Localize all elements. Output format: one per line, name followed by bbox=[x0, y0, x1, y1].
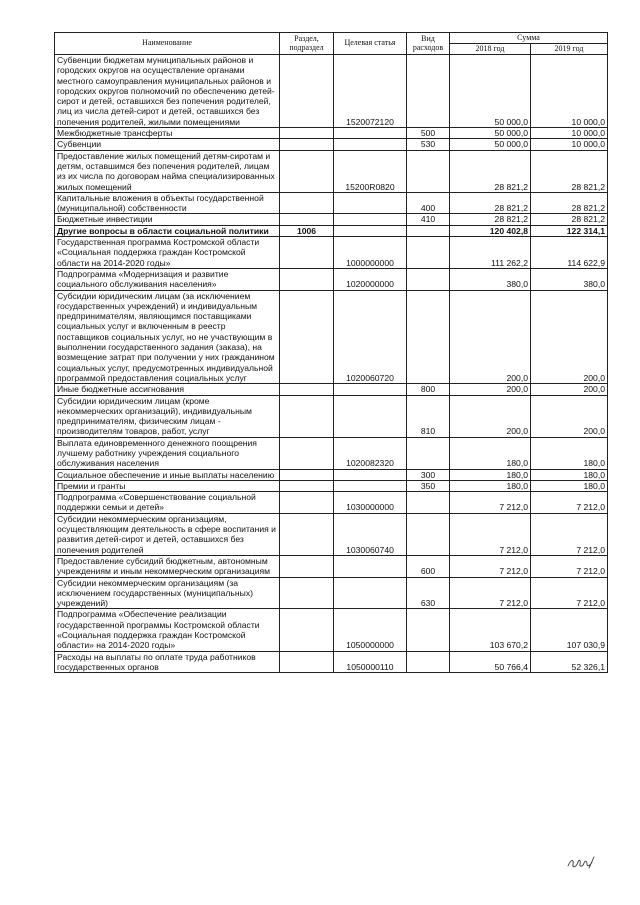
row-section bbox=[280, 150, 334, 192]
row-amount-2018: 50 766,4 bbox=[450, 651, 531, 673]
row-expense-type: 300 bbox=[407, 469, 450, 480]
row-name: Подпрограмма «Модернизация и развитие социального обслуживания населения» bbox=[55, 268, 280, 290]
table-row bbox=[55, 268, 608, 290]
row-section bbox=[280, 492, 334, 514]
table-body bbox=[55, 55, 608, 673]
row-amount-2019: 7 212,0 bbox=[531, 555, 608, 577]
table-header bbox=[55, 33, 608, 55]
header-name: Наименование bbox=[55, 33, 280, 55]
row-name: Социальное обеспечение и иные выплаты населению bbox=[55, 469, 280, 480]
row-expense-type: 410 bbox=[407, 214, 450, 225]
table-row bbox=[55, 128, 608, 139]
row-target-article: 1020060720 bbox=[334, 290, 407, 384]
header-section: Раздел, подраздел bbox=[280, 33, 334, 55]
row-expense-type: 350 bbox=[407, 480, 450, 491]
row-target-article bbox=[334, 225, 407, 236]
table-row bbox=[55, 384, 608, 395]
row-expense-type bbox=[407, 237, 450, 269]
row-amount-2018: 28 821,2 bbox=[450, 150, 531, 192]
row-expense-type bbox=[407, 150, 450, 192]
row-name: Субсидии некоммерческим организациям (за исключением государственных (муниципальных) учреждений) bbox=[55, 577, 280, 609]
row-section bbox=[280, 290, 334, 384]
row-section bbox=[280, 577, 334, 609]
table-row bbox=[55, 55, 608, 128]
row-target-article: 1050000110 bbox=[334, 651, 407, 673]
row-section bbox=[280, 437, 334, 469]
row-amount-2019: 180,0 bbox=[531, 437, 608, 469]
row-target-article bbox=[334, 384, 407, 395]
row-amount-2019: 122 314,1 bbox=[531, 225, 608, 236]
row-amount-2019: 180,0 bbox=[531, 469, 608, 480]
row-expense-type bbox=[407, 513, 450, 555]
row-target-article: 1020000000 bbox=[334, 268, 407, 290]
row-section bbox=[280, 395, 334, 437]
row-amount-2019: 7 212,0 bbox=[531, 492, 608, 514]
header-sum: Сумма bbox=[450, 33, 608, 44]
row-name: Межбюджетные трансферты bbox=[55, 128, 280, 139]
row-amount-2019: 52 326,1 bbox=[531, 651, 608, 673]
row-target-article: 1030060740 bbox=[334, 513, 407, 555]
row-target-article bbox=[334, 469, 407, 480]
row-expense-type bbox=[407, 609, 450, 651]
header-target: Целевая статья bbox=[334, 33, 407, 55]
row-target-article: 1050000000 bbox=[334, 609, 407, 651]
row-amount-2018: 7 212,0 bbox=[450, 492, 531, 514]
row-amount-2019: 10 000,0 bbox=[531, 55, 608, 128]
table-row bbox=[55, 577, 608, 609]
row-name: Субсидии некоммерческим организациям, осуществляющим деятельность в сфере воспитания и развития детей-сирот и детей, оставшихся без попечения родителей bbox=[55, 513, 280, 555]
row-name: Предоставление субсидий бюджетным, автономным учреждениям и иным некоммерческим организациям bbox=[55, 555, 280, 577]
row-amount-2018: 380,0 bbox=[450, 268, 531, 290]
table-row bbox=[55, 214, 608, 225]
row-section bbox=[280, 513, 334, 555]
table-row bbox=[55, 555, 608, 577]
header-year-2019: 2019 год bbox=[531, 44, 608, 55]
row-target-article: 1030000000 bbox=[334, 492, 407, 514]
row-expense-type bbox=[407, 651, 450, 673]
table-row bbox=[55, 237, 608, 269]
row-target-article bbox=[334, 480, 407, 491]
row-amount-2019: 200,0 bbox=[531, 395, 608, 437]
row-section bbox=[280, 214, 334, 225]
row-amount-2019: 200,0 bbox=[531, 384, 608, 395]
row-amount-2018: 28 821,2 bbox=[450, 214, 531, 225]
row-expense-type: 400 bbox=[407, 192, 450, 214]
table-row bbox=[55, 139, 608, 150]
row-section bbox=[280, 268, 334, 290]
row-target-article bbox=[334, 395, 407, 437]
row-amount-2018: 180,0 bbox=[450, 480, 531, 491]
row-name: Субсидии юридическим лицам (кроме некоммерческих организаций), индивидуальным предпринимателям, физическим лицам - производителям товаров, работ, услуг bbox=[55, 395, 280, 437]
table-row bbox=[55, 395, 608, 437]
row-amount-2019: 200,0 bbox=[531, 290, 608, 384]
row-expense-type: 630 bbox=[407, 577, 450, 609]
row-target-article: 1000000000 bbox=[334, 237, 407, 269]
table-row bbox=[55, 150, 608, 192]
table-row bbox=[55, 480, 608, 491]
row-amount-2018: 120 402,8 bbox=[450, 225, 531, 236]
table-row bbox=[55, 651, 608, 673]
row-expense-type: 530 bbox=[407, 139, 450, 150]
row-target-article bbox=[334, 577, 407, 609]
row-section bbox=[280, 609, 334, 651]
row-amount-2018: 103 670,2 bbox=[450, 609, 531, 651]
row-section bbox=[280, 384, 334, 395]
row-expense-type bbox=[407, 55, 450, 128]
row-expense-type bbox=[407, 268, 450, 290]
row-amount-2019: 10 000,0 bbox=[531, 139, 608, 150]
row-expense-type bbox=[407, 492, 450, 514]
row-section bbox=[280, 192, 334, 214]
row-amount-2019: 380,0 bbox=[531, 268, 608, 290]
row-amount-2019: 28 821,2 bbox=[531, 214, 608, 225]
row-name: Выплата единовременного денежного поощрения лучшему работнику учреждения социального обслуживания населения bbox=[55, 437, 280, 469]
handwritten-initials bbox=[566, 853, 596, 871]
row-expense-type bbox=[407, 437, 450, 469]
row-amount-2018: 7 212,0 bbox=[450, 555, 531, 577]
budget-table bbox=[54, 32, 608, 673]
row-amount-2018: 180,0 bbox=[450, 437, 531, 469]
row-name: Бюджетные инвестиции bbox=[55, 214, 280, 225]
row-expense-type bbox=[407, 225, 450, 236]
row-expense-type bbox=[407, 290, 450, 384]
row-name: Капитальные вложения в объекты государственной (муниципальной) собственности bbox=[55, 192, 280, 214]
row-expense-type: 500 bbox=[407, 128, 450, 139]
row-section bbox=[280, 237, 334, 269]
row-section bbox=[280, 55, 334, 128]
row-section bbox=[280, 128, 334, 139]
row-amount-2019: 7 212,0 bbox=[531, 577, 608, 609]
table-row bbox=[55, 192, 608, 214]
row-name: Субсидии юридическим лицам (за исключением государственных учреждений) и индивидуальным предпринимателям, являющимся поставщиками социальных услуг и включенным в реестр поставщиков социальных услуг, но не участвующим в выполнении государственного задания (заказа), на возмещение затрат при получении у них гражданином социальных услуг, предусмотренных индивидуальной программой предоставления социальных услуг bbox=[55, 290, 280, 384]
row-target-article bbox=[334, 214, 407, 225]
row-amount-2019: 180,0 bbox=[531, 480, 608, 491]
row-expense-type: 600 bbox=[407, 555, 450, 577]
row-name: Иные бюджетные ассигнования bbox=[55, 384, 280, 395]
row-section bbox=[280, 480, 334, 491]
row-amount-2018: 111 262,2 bbox=[450, 237, 531, 269]
row-amount-2018: 180,0 bbox=[450, 469, 531, 480]
row-amount-2019: 7 212,0 bbox=[531, 513, 608, 555]
row-target-article: 15200R0820 bbox=[334, 150, 407, 192]
row-amount-2018: 7 212,0 bbox=[450, 513, 531, 555]
table-row bbox=[55, 513, 608, 555]
row-section bbox=[280, 139, 334, 150]
table-row bbox=[55, 225, 608, 236]
row-name: Предоставление жилых помещений детям-сиротам и детям, оставшимся без попечения родителей, лицам из их числа по договорам найма специализированных жилых помещений bbox=[55, 150, 280, 192]
row-name: Субвенции бюджетам муниципальных районов и городских округов на осуществление органами местного самоуправления муниципальных районов и городских округов полномочий по обеспечению детей-сирот и детей, оставшихся без попечения родителей, лиц из числа детей-сирот и детей, оставшихся без попечения родителей, жилыми помещениями bbox=[55, 55, 280, 128]
row-name: Государственная программа Костромской области «Социальная поддержка граждан Костромской области на 2014-2020 годы» bbox=[55, 237, 280, 269]
row-amount-2019: 114 622,9 bbox=[531, 237, 608, 269]
table-row bbox=[55, 469, 608, 480]
row-amount-2018: 200,0 bbox=[450, 384, 531, 395]
row-amount-2019: 107 030,9 bbox=[531, 609, 608, 651]
row-amount-2018: 50 000,0 bbox=[450, 128, 531, 139]
table-row bbox=[55, 492, 608, 514]
row-target-article bbox=[334, 555, 407, 577]
row-amount-2019: 10 000,0 bbox=[531, 128, 608, 139]
row-amount-2018: 28 821,2 bbox=[450, 192, 531, 214]
row-target-article bbox=[334, 139, 407, 150]
row-name: Подпрограмма «Обеспечение реализации государственной программы Костромской области «Социальная поддержка граждан Костромской области» на 2014-2020 годы» bbox=[55, 609, 280, 651]
table-row bbox=[55, 290, 608, 384]
row-target-article bbox=[334, 192, 407, 214]
header-type: Вид расходов bbox=[407, 33, 450, 55]
row-amount-2019: 28 821,2 bbox=[531, 150, 608, 192]
row-name: Другие вопросы в области социальной политики bbox=[55, 225, 280, 236]
header-year-2018: 2018 год bbox=[450, 44, 531, 55]
row-target-article: 1520072120 bbox=[334, 55, 407, 128]
row-section bbox=[280, 469, 334, 480]
row-section bbox=[280, 555, 334, 577]
row-amount-2018: 50 000,0 bbox=[450, 55, 531, 128]
row-target-article bbox=[334, 128, 407, 139]
row-expense-type: 800 bbox=[407, 384, 450, 395]
row-section: 1006 bbox=[280, 225, 334, 236]
row-target-article: 1020082320 bbox=[334, 437, 407, 469]
row-amount-2018: 7 212,0 bbox=[450, 577, 531, 609]
row-section bbox=[280, 651, 334, 673]
row-amount-2018: 50 000,0 bbox=[450, 139, 531, 150]
row-amount-2018: 200,0 bbox=[450, 395, 531, 437]
row-name: Премии и гранты bbox=[55, 480, 280, 491]
table-row bbox=[55, 609, 608, 651]
row-expense-type: 810 bbox=[407, 395, 450, 437]
row-amount-2018: 200,0 bbox=[450, 290, 531, 384]
row-amount-2019: 28 821,2 bbox=[531, 192, 608, 214]
table-row bbox=[55, 437, 608, 469]
row-name: Субвенции bbox=[55, 139, 280, 150]
row-name: Подпрограмма «Совершенствование социальной поддержки семьи и детей» bbox=[55, 492, 280, 514]
row-name: Расходы на выплаты по оплате труда работников государственных органов bbox=[55, 651, 280, 673]
